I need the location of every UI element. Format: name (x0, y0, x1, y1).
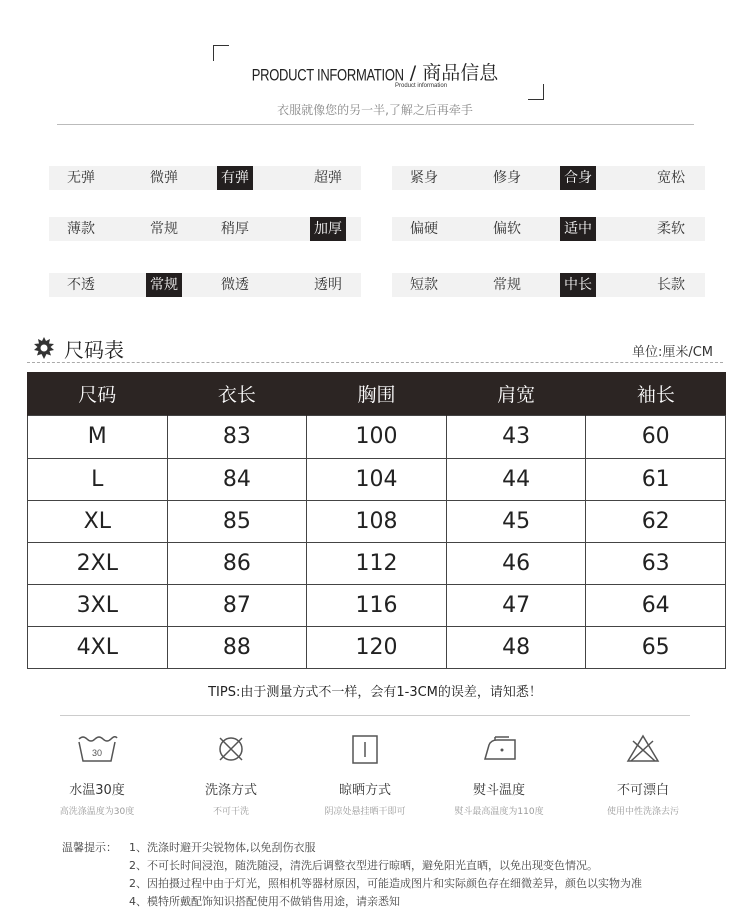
attr-option: 长款 (657, 277, 685, 293)
title-separator: / (403, 62, 423, 84)
table-cell: 48 (446, 626, 586, 668)
title-sub-en: Product information (395, 83, 448, 89)
note-item: 2、不可长时间浸泡，随洗随浸，清洗后调整衣型进行晾晒，避免阳光直晒，以免出现变色情况。 (129, 859, 598, 872)
attr-option-selected: 合身 (560, 166, 596, 190)
care-divider (60, 715, 690, 716)
table-cell: 104 (307, 458, 447, 500)
care-desc: 高洗涤温度为30度 (59, 807, 135, 817)
table-cell: 84 (167, 458, 307, 500)
page-title (0, 58, 750, 85)
note-item: 2、因拍摄过程中由于灯光，照相机等器材原因，可能造成图片和实际颜色存在细微差异，颜色以实物为准 (129, 877, 642, 890)
attr-option: 不透 (67, 277, 95, 293)
attr-option: 紧身 (410, 170, 438, 186)
table-cell: 86 (167, 542, 307, 584)
no-bleach-icon (621, 733, 665, 765)
table-cell: 83 (167, 415, 307, 458)
size-chart-divider (27, 362, 723, 363)
attr-option: 无弹 (67, 170, 95, 186)
care-title: 不可漂白 (616, 783, 669, 798)
attr-bar-softness (392, 217, 705, 241)
table-cell: 47 (446, 584, 586, 626)
unit-label: 单位:厘米/CM (631, 345, 713, 360)
note-item: 4、模特所戴配饰知识搭配使用不做销售用途，请亲悉知 (129, 895, 400, 908)
iron-icon (477, 733, 521, 765)
table-cell: 87 (167, 584, 307, 626)
table-cell: 64 (586, 584, 726, 626)
attr-option: 修身 (493, 170, 521, 186)
table-cell: 116 (307, 584, 447, 626)
wash-temp-badge: 30 (91, 748, 103, 758)
care-title: 熨斗温度 (472, 783, 525, 798)
title-en: PRODUCT INFORMATION (251, 64, 404, 85)
notes-label: 温馨提示： (62, 841, 117, 854)
table-cell: 85 (167, 500, 307, 542)
table-cell: XL (28, 500, 168, 542)
attr-option: 常规 (150, 221, 178, 237)
care-title: 晾晒方式 (338, 783, 391, 798)
col-header-size: 尺码 (28, 372, 168, 415)
care-item-wash-temp (32, 733, 162, 817)
attr-option: 偏硬 (410, 221, 438, 237)
size-chart-title: 尺码表 (64, 338, 124, 362)
table-cell: 65 (586, 626, 726, 668)
table-row (28, 458, 726, 500)
table-cell: 112 (307, 542, 447, 584)
attr-option: 超弹 (314, 170, 342, 186)
care-title: 洗涤方式 (204, 783, 257, 798)
table-cell: 46 (446, 542, 586, 584)
table-cell: 44 (446, 458, 586, 500)
col-header-sleeve: 袖长 (586, 372, 726, 415)
wash-30-icon (75, 733, 119, 765)
attr-bar-fit (392, 166, 705, 190)
attr-option: 透明 (314, 277, 342, 293)
col-header-chest: 胸围 (307, 372, 447, 415)
table-cell: 100 (307, 415, 447, 458)
attr-option-selected: 适中 (560, 217, 596, 241)
size-table (27, 372, 726, 669)
table-cell: 62 (586, 500, 726, 542)
table-cell: 61 (586, 458, 726, 500)
care-desc: 不可干洗 (212, 807, 249, 817)
table-cell: L (28, 458, 168, 500)
attr-option: 短款 (410, 277, 438, 293)
table-cell: 60 (586, 415, 726, 458)
table-cell: 63 (586, 542, 726, 584)
care-item-drying (300, 733, 430, 817)
table-cell: 88 (167, 626, 307, 668)
table-row (28, 542, 726, 584)
attr-bar-length (392, 273, 705, 297)
care-desc: 熨斗最高温度为110度 (454, 807, 544, 817)
attr-option-selected: 加厚 (310, 217, 346, 241)
attr-option: 薄款 (67, 221, 95, 237)
attr-option: 偏软 (493, 221, 521, 237)
note-item: 1、洗涤时避开尖锐物体,以免刮伤衣服 (129, 841, 316, 854)
title-cn: 商品信息 (422, 62, 499, 84)
attr-option: 微透 (221, 277, 249, 293)
table-cell: M (28, 415, 168, 458)
table-cell: 3XL (28, 584, 168, 626)
attr-bar-elasticity (49, 166, 361, 190)
attr-bar-thickness (49, 217, 361, 241)
table-cell: 2XL (28, 542, 168, 584)
attr-option-selected: 有弹 (217, 166, 253, 190)
table-row (28, 415, 726, 458)
hang-dry-icon (343, 733, 387, 765)
table-row (28, 584, 726, 626)
col-header-length: 衣长 (167, 372, 307, 415)
care-item-ironing (434, 733, 564, 817)
care-item-bleach (578, 733, 708, 817)
col-header-shoulder: 肩宽 (446, 372, 586, 415)
corner-bracket-bottom-right (528, 84, 544, 100)
attr-option-selected: 中长 (560, 273, 596, 297)
table-row (28, 500, 726, 542)
attr-bar-transparency (49, 273, 361, 297)
care-desc: 阴凉处悬挂晒干即可 (324, 807, 406, 817)
attr-option-selected: 常规 (146, 273, 182, 297)
no-dry-clean-icon (209, 733, 253, 765)
care-desc: 使用中性洗涤去污 (606, 807, 679, 817)
table-cell: 45 (446, 500, 586, 542)
care-title: 水温30度 (69, 783, 125, 798)
attr-option: 常规 (493, 277, 521, 293)
tips-text: TIPS:由于测量方式不一样，会有1-3CM的误差，请知悉！ (208, 685, 542, 700)
header-divider (57, 124, 694, 125)
table-cell: 43 (446, 415, 586, 458)
attr-option: 稍厚 (221, 221, 249, 237)
table-cell: 120 (307, 626, 447, 668)
attr-option: 宽松 (657, 170, 685, 186)
table-row (28, 626, 726, 668)
table-header-row (28, 372, 726, 415)
attr-option: 柔软 (657, 221, 685, 237)
gear-icon (33, 337, 55, 359)
attr-option: 微弹 (150, 170, 178, 186)
tagline: 衣服就像您的另一半,了解之后再牵手 (277, 103, 473, 117)
table-cell: 108 (307, 500, 447, 542)
care-item-wash-method (166, 733, 296, 817)
table-cell: 4XL (28, 626, 168, 668)
